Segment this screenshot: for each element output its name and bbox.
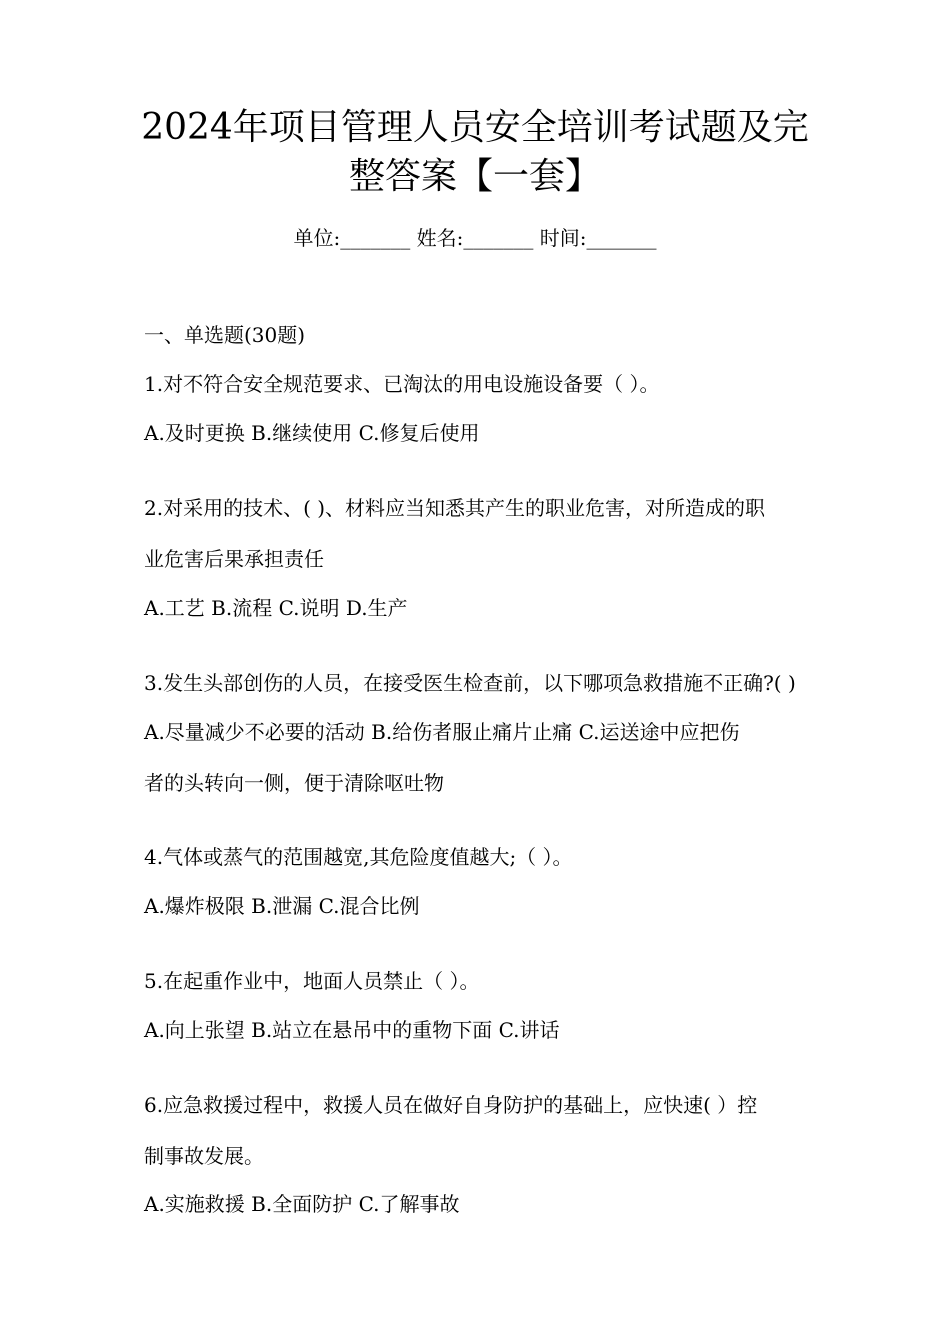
section-heading: 一、单选题(30题) <box>144 323 306 347</box>
info-line: 单位:_______ 姓名:_______ 时间:_______ <box>293 226 657 250</box>
question-4-stem: 4.气体或蒸气的范围越宽,其危险度值越大;（ ）。 <box>144 845 573 869</box>
document-title-line-1: 2024年项目管理人员安全培训考试题及完 <box>141 107 809 148</box>
question-1-options: A.及时更换 B.继续使用 C.修复后使用 <box>144 421 480 445</box>
question-6-stem-line-2: 制事故发展。 <box>144 1144 264 1168</box>
question-5-options: A.向上张望 B.站立在悬吊中的重物下面 C.讲话 <box>144 1018 560 1042</box>
question-1-stem: 1.对不符合安全规范要求、已淘汰的用电设施设备要（ ）。 <box>144 372 660 396</box>
question-2-stem-line-2: 业危害后果承担责任 <box>144 547 324 571</box>
document-title-line-2: 整答案【一套】 <box>348 156 601 197</box>
question-5-stem: 5.在起重作业中，地面人员禁止（ ）。 <box>144 969 480 993</box>
question-2-options: A.工艺 B.流程 C.说明 D.生产 <box>144 596 408 620</box>
question-6-options: A.实施救援 B.全面防护 C.了解事故 <box>144 1192 460 1216</box>
question-3-stem: 3.发生头部创伤的人员，在接受医生检查前，以下哪项急救措施不正确?( ) <box>144 671 796 695</box>
question-2-stem-line-1: 2.对采用的技术、( )、材料应当知悉其产生的职业危害，对所造成的职 <box>144 496 766 520</box>
question-3-options-line-2: 者的头转向一侧，便于清除呕吐物 <box>144 771 444 795</box>
question-4-options: A.爆炸极限 B.泄漏 C.混合比例 <box>144 894 420 918</box>
question-3-options-line-1: A.尽量减少不必要的活动 B.给伤者服止痛片止痛 C.运送途中应把伤 <box>144 720 740 744</box>
question-6-stem-line-1: 6.应急救援过程中，救援人员在做好自身防护的基础上，应快速( ）控 <box>144 1093 758 1117</box>
